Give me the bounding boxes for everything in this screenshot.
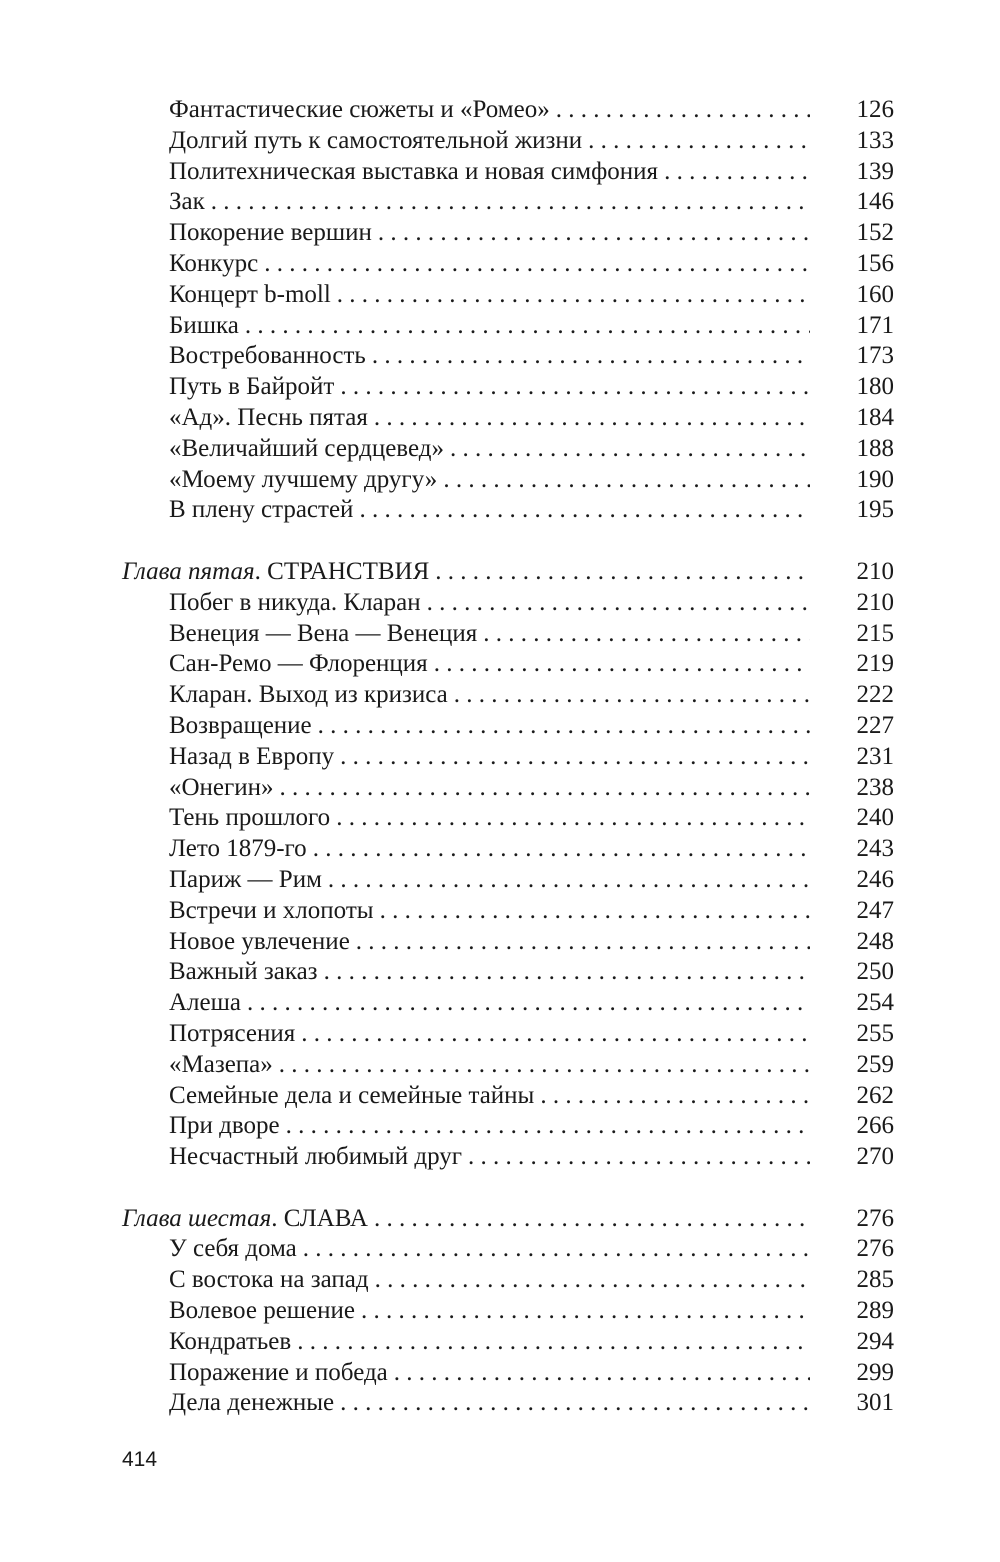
- chapter-number: Глава шестая: [122, 1204, 272, 1232]
- toc-entry-title: Кларан. Выход из кризиса: [169, 681, 448, 709]
- toc-page-number: 247: [856, 896, 894, 924]
- dot-leader: [372, 341, 810, 372]
- toc-entry: [122, 957, 894, 988]
- toc-page-number: 246: [856, 865, 894, 893]
- toc-entry-title: Важный заказ: [169, 958, 318, 986]
- toc-entry: [122, 434, 894, 465]
- toc-page-number: 190: [856, 465, 894, 493]
- chapter-separator: .: [254, 557, 268, 585]
- toc-entry: [122, 1388, 894, 1419]
- section-gap: [122, 1173, 894, 1204]
- toc-entry-title: Путь в Байройт: [169, 373, 335, 401]
- toc-entry: [122, 403, 894, 434]
- toc-entry-title: Несчастный любимый друг: [169, 1143, 463, 1171]
- dot-leader: [247, 988, 810, 1019]
- toc-entry: [122, 865, 894, 896]
- toc-page-number: 259: [856, 1050, 894, 1078]
- toc-entry: [122, 619, 894, 650]
- toc-entry: [122, 896, 894, 927]
- table-of-contents: [122, 95, 894, 1419]
- toc-page-number: 266: [856, 1112, 894, 1140]
- toc-entry: [122, 927, 894, 958]
- toc-entry: [122, 742, 894, 773]
- dot-leader: [245, 311, 810, 342]
- toc-entry-title: Возвращение: [169, 711, 312, 739]
- toc-page-number: 139: [856, 157, 894, 185]
- dot-leader: [375, 1265, 810, 1296]
- toc-entry: [122, 249, 894, 280]
- toc-entry-title: Сан-Ремо — Флоренция: [169, 650, 428, 678]
- toc-entry-title: Алеша: [169, 989, 241, 1017]
- toc-entry-title: Политехническая выставка и новая симфония: [169, 157, 659, 185]
- toc-entry-title: Фантастические сюжеты и «Ромео»: [169, 96, 550, 123]
- toc-page-number: 195: [856, 496, 894, 524]
- toc-page-number: 227: [856, 711, 894, 739]
- toc-entry-title: «Мазепа»: [169, 1050, 273, 1078]
- toc-page-number: 222: [856, 681, 894, 709]
- dot-leader: [297, 1327, 810, 1358]
- toc-entry: [122, 341, 894, 372]
- dot-leader: [280, 773, 810, 804]
- toc-entry: [122, 126, 894, 157]
- toc-entry: [122, 1019, 894, 1050]
- toc-page-number: 152: [856, 219, 894, 247]
- dot-leader: [211, 187, 810, 218]
- toc-entry: [122, 1358, 894, 1389]
- toc-entry-title: В плену страстей: [169, 496, 354, 524]
- toc-entry: [122, 1296, 894, 1327]
- toc-entry: [122, 1265, 894, 1296]
- toc-page-number: 285: [856, 1266, 894, 1294]
- toc-entry-title: Концерт b-moll: [169, 280, 331, 308]
- dot-leader: [374, 1204, 810, 1235]
- toc-entry: [122, 95, 894, 126]
- dot-leader: [374, 403, 810, 434]
- toc-page-number: 294: [856, 1327, 894, 1355]
- dot-leader: [468, 1142, 810, 1173]
- dot-leader: [380, 896, 810, 927]
- dot-leader: [483, 619, 810, 650]
- toc-entry: [122, 218, 894, 249]
- toc-entry-title: Венеция — Вена — Венеция: [169, 619, 478, 647]
- toc-entry-title: У себя дома: [169, 1235, 297, 1263]
- toc-entry-title: Побег в никуда. Кларан: [169, 588, 421, 616]
- dot-leader: [664, 157, 810, 188]
- dot-leader: [286, 1111, 810, 1142]
- dot-leader: [359, 495, 810, 526]
- toc-entry: [122, 1111, 894, 1142]
- toc-page-number: 250: [856, 958, 894, 986]
- toc-entry-title: Кондратьев: [169, 1327, 292, 1355]
- toc-page-number: 188: [856, 434, 894, 462]
- dot-leader: [318, 711, 810, 742]
- dot-leader: [427, 588, 810, 619]
- toc-entry-title: Зак: [169, 188, 205, 216]
- toc-entry-title: Дела денежные: [169, 1389, 335, 1417]
- toc-entry-title: Встречи и хлопоты: [169, 896, 374, 924]
- dot-leader: [313, 834, 810, 865]
- toc-entry: [122, 773, 894, 804]
- toc-entry: [122, 1327, 894, 1358]
- dot-leader: [337, 280, 810, 311]
- toc-page-number: 173: [856, 342, 894, 370]
- chapter-title: [122, 1204, 368, 1235]
- dot-leader: [378, 218, 810, 249]
- toc-entry-title: Покорение вершин: [169, 219, 372, 247]
- toc-page-number: 276: [856, 1204, 894, 1232]
- toc-page-number: 180: [856, 373, 894, 401]
- toc-page-number: 160: [856, 280, 894, 308]
- toc-page-number: 126: [856, 96, 894, 123]
- toc-page-number: 301: [856, 1389, 894, 1417]
- toc-page-number: 171: [856, 311, 894, 339]
- toc-page-number: 262: [856, 1081, 894, 1109]
- toc-entry-title: «Ад». Песнь пятая: [169, 403, 368, 431]
- toc-page-number: 248: [856, 927, 894, 955]
- dot-leader: [303, 1234, 810, 1265]
- dot-leader: [556, 95, 810, 126]
- toc-entry-title: Париж — Рим: [169, 865, 322, 893]
- toc-entry: [122, 187, 894, 218]
- toc-entry-title: С востока на запад: [169, 1266, 369, 1294]
- toc-entry-title: Семейные дела и семейные тайны: [169, 1081, 535, 1109]
- toc-page-number: 210: [856, 588, 894, 616]
- dot-leader: [434, 649, 810, 680]
- dot-leader: [328, 865, 810, 896]
- toc-entry: [122, 372, 894, 403]
- toc-entry-title: Лето 1879-го: [169, 835, 307, 863]
- toc-entry-title: Востребованность: [169, 342, 366, 370]
- page-number: 414: [122, 1448, 158, 1471]
- dot-leader: [394, 1358, 810, 1389]
- toc-page-number: 276: [856, 1235, 894, 1263]
- dot-leader: [356, 927, 810, 958]
- toc-page-number: 184: [856, 403, 894, 431]
- dot-leader: [336, 803, 810, 834]
- toc-page-number: 289: [856, 1297, 894, 1325]
- toc-entry-title: При дворе: [169, 1112, 280, 1140]
- dot-leader: [361, 1296, 810, 1327]
- section-gap: [122, 526, 894, 557]
- toc-entry: [122, 495, 894, 526]
- dot-leader: [435, 557, 810, 588]
- dot-leader: [301, 1019, 810, 1050]
- toc-entry-title: Бишка: [169, 311, 239, 339]
- toc-entry: [122, 1081, 894, 1112]
- dot-leader: [454, 680, 810, 711]
- toc-entry: [122, 1142, 894, 1173]
- toc-entry: [122, 649, 894, 680]
- chapter-heading: [122, 557, 894, 588]
- dot-leader: [324, 957, 810, 988]
- toc-entry: [122, 157, 894, 188]
- dot-leader: [340, 372, 810, 403]
- toc-entry-title: Потрясения: [169, 1019, 296, 1047]
- dot-leader: [540, 1081, 810, 1112]
- toc-page-number: 299: [856, 1358, 894, 1386]
- toc-page-number: 231: [856, 742, 894, 770]
- chapter-number: Глава пятая: [122, 557, 255, 585]
- toc-entry: [122, 1234, 894, 1265]
- toc-entry: [122, 465, 894, 496]
- dot-leader: [588, 126, 810, 157]
- toc-entry-title: Тень прошлого: [169, 804, 331, 832]
- toc-page-number: 219: [856, 650, 894, 678]
- toc-entry-title: Поражение и победа: [169, 1358, 388, 1386]
- chapter-name: СТРАНСТВИЯ: [267, 557, 430, 585]
- dot-leader: [450, 434, 810, 465]
- toc-entry-title: Долгий путь к самостоятельной жизни: [169, 126, 583, 154]
- toc-entry-title: Конкурс: [169, 249, 259, 277]
- toc-page-number: 254: [856, 989, 894, 1017]
- toc-page-number: 238: [856, 773, 894, 801]
- toc-page-number: 146: [856, 188, 894, 216]
- toc-page-number: 243: [856, 835, 894, 863]
- toc-page-number: 240: [856, 804, 894, 832]
- toc-page-number: 210: [856, 557, 894, 585]
- toc-entry: [122, 311, 894, 342]
- toc-page-number: 156: [856, 249, 894, 277]
- toc-entry: [122, 680, 894, 711]
- toc-entry: [122, 280, 894, 311]
- dot-leader: [264, 249, 810, 280]
- toc-entry-title: Назад в Европу: [169, 742, 335, 770]
- toc-entry-title: Новое увлечение: [169, 927, 350, 955]
- dot-leader: [279, 1050, 810, 1081]
- chapter-separator: .: [271, 1204, 284, 1232]
- chapter-title: [122, 557, 429, 588]
- toc-entry: [122, 834, 894, 865]
- dot-leader: [443, 465, 810, 496]
- toc-entry: [122, 988, 894, 1019]
- toc-entry: [122, 803, 894, 834]
- toc-entry: [122, 711, 894, 742]
- dot-leader: [340, 1388, 810, 1419]
- toc-entry-title: «Величайший сердцевед»: [169, 434, 444, 462]
- toc-entry-title: «Моему лучшему другу»: [169, 465, 438, 493]
- chapter-heading: [122, 1204, 894, 1235]
- toc-page-number: 215: [856, 619, 894, 647]
- toc-page-number: 270: [856, 1143, 894, 1171]
- toc-page-number: 133: [856, 126, 894, 154]
- chapter-name: СЛАВА: [283, 1204, 368, 1232]
- toc-entry: [122, 1050, 894, 1081]
- toc-entry-title: Волевое решение: [169, 1297, 355, 1325]
- toc-entry-title: «Онегин»: [169, 773, 274, 801]
- toc-entry: [122, 588, 894, 619]
- dot-leader: [340, 742, 810, 773]
- toc-page-number: 255: [856, 1019, 894, 1047]
